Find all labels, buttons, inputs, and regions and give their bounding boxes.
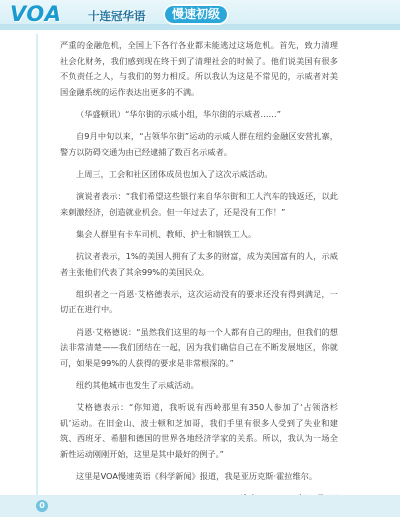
article-body — [60, 38, 338, 514]
page-number: 0 — [36, 500, 48, 512]
paragraph: 集会人群里有卡车司机、教师、护士和钢铁工人。 — [76, 228, 257, 239]
page-header — [0, 0, 400, 30]
paragraph: 肖恩·艾格德说：“虽然我们这里的每一个人都有自己的理由，但我们的想法非常清楚——我们团结在一起，因为我们确信自己在不断发展地区，你就可，如果是99%的人获得的要求是非常根深的。” — [60, 326, 338, 368]
paragraph: 自9月中旬以来，“占领华尔街”运动的示威人群在纽约金融区安营扎寨，警方以防碍交通为由已经逮捕了数百名示威者。 — [60, 131, 338, 157]
paragraph: 组织者之一肖恩·艾格德表示，这次运动没有的要求还没有得到满足，一切正在进行中。 — [60, 288, 338, 315]
paragraph: （华盛顿讯）“华尔街的示威小组，华尔街的示威者……” — [76, 108, 281, 119]
paragraph: 上周三，工会和社区团体成员也加入了这次示威活动。 — [76, 168, 273, 179]
paragraph: 这里是VOA慢速英语《科学新闻》报道，我是亚历克斯·霍拉维尔。 — [76, 471, 318, 482]
series-title: 十连冠华语 — [88, 9, 146, 23]
paragraph: 抗议者表示，1%的美国人拥有了太多的财富，成为美国富有的人，示威者主张他们代表了其余99%的美国民众。 — [60, 251, 338, 277]
level-badge: 慢速初级 — [163, 4, 229, 25]
paragraph: 严重的金融危机，全国上下各行各业都未能逃过这场危机。首先，致力清理社会化财务，我们感到现在终于到了清理社会的时候了。他们说美国有很多不负责任之人，与我们的努力相反。所以我认为这是不常见的，示威者对美国金融系统的运作表达出更多的不满。 — [60, 40, 338, 97]
paragraph: 演说者表示：“我们希望这些银行来自华尔街和工人汽车的钱返还，以此来刺激经济，创造就业机会。但一年过去了，还是没有工作！” — [60, 191, 338, 217]
paragraph: 艾格德表示：“你知道，我听说有西岭那里有350人参加了‘占领洛杉矶’运动。在旧金山、波士顿和芝加哥，我们手里有很多人受到了失业和建筑、西班牙、希腊和德国的世界各地经济学家的关系。所以，我认为一场全新性运动刚刚开始，这里是其中最好的例子。” — [60, 402, 338, 459]
paragraph: 纽约其他城市也发生了示威活动。 — [76, 380, 199, 391]
voa-logo: VOA — [10, 2, 62, 26]
margin-rule — [36, 34, 38, 504]
page-footer — [0, 495, 400, 517]
